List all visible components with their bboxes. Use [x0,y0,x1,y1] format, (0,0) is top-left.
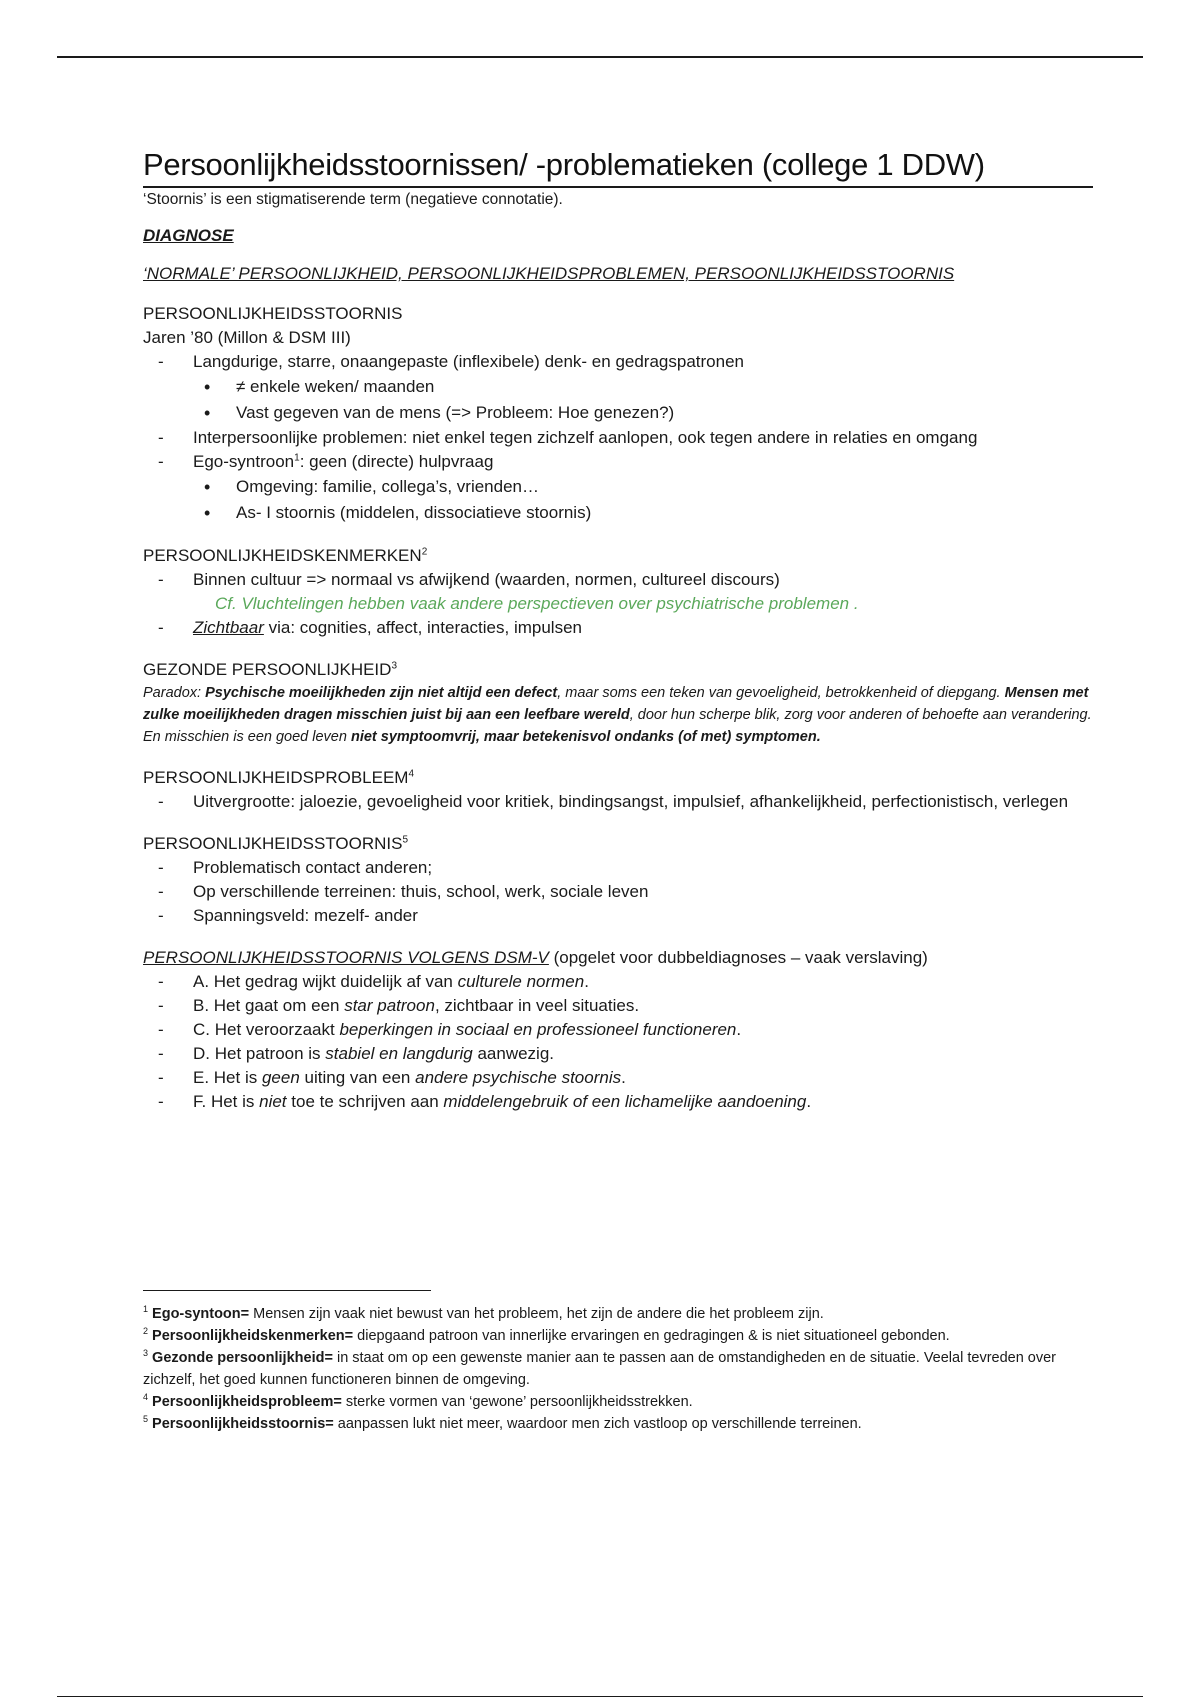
list-item-text: Binnen cultuur => normaal vs afwijkend (waarden, normen, cultureel discours) [193,570,780,589]
footnote-2 [143,1325,1093,1347]
section-stoornis2-title [143,832,1093,856]
list-item-text: via: cognities, affect, interacties, impulsen [263,618,582,637]
list-item [193,1066,1093,1090]
list-item [193,970,1093,994]
footnote-number: 5 [143,1414,149,1425]
list-item-text: D. Het patroon is [193,1044,326,1063]
footnote-term: Persoonlijkheidskenmerken= [152,1328,354,1344]
list-item-text: toe te schrijven aan [286,1092,444,1111]
section-title-text: PERSOONLIJKHEIDSKENMERKEN [143,546,422,565]
footnote-ref: 4 [408,768,415,780]
list-item-text: : geen (directe) hulpvraag [299,452,494,471]
section-probleem-title [143,766,1093,790]
section-kenmerken-title [143,544,1093,568]
green-note: Cf. Vluchtelingen hebben vaak andere perspectieven over psychiatrische problemen . [215,594,859,613]
section-stoornis2-list [143,856,1093,928]
section-dsm-title [143,946,1093,970]
section-kenmerken-list [143,568,1093,640]
list-item-text: . [736,1020,742,1039]
footnote-text: in staat om op een gewenste manier aan te passen aan de omstandigheden en de situatie. Veelal tevreden over zichzelf, het goed kunnen functioneren binnen de omgeving. [143,1350,1057,1388]
list-item-emphasis: middelengebruik of een lichamelijke aandoening [443,1092,807,1111]
section-title-text: PERSOONLIJKHEIDSSTOORNIS VOLGENS DSM-V [143,948,549,967]
list-item-text: A. Het gedrag wijkt duidelijk af van [193,972,458,991]
footnote-number: 3 [143,1348,149,1359]
normale-heading: ‘NORMALE’ PERSOONLIJKHEID, PERSOONLIJKHEIDSPROBLEMEN, PERSOONLIJKHEIDSSTOORNIS [143,264,955,283]
top-rule [57,56,1143,58]
list-item [193,1042,1093,1066]
section-stoornis-list [143,350,1093,526]
list-item: - Uitvergrootte: jaloezie, gevoeligheid voor kritiek, bindingsangst, impulsief, afhankelijkheid, perfectionistisch, verlegen [193,790,1093,814]
footnote-text: aanpassen lukt niet meer, waardoor men zich vastloop op verschillende terreinen. [333,1416,862,1432]
sub-list-item: • ≠ enkele weken/ maanden [236,374,1093,400]
list-item-text: E. Het is [193,1068,262,1087]
list-item-emphasis: beperkingen in sociaal en professioneel functioneren [339,1020,737,1039]
list-item-emphasis: star patroon [344,996,435,1015]
footnotes [143,1290,1093,1435]
list-item-text: B. Het gaat om een [193,996,345,1015]
para-bold: niet symptoomvrij, maar betekenisvol ondanks (of met) symptomen. [350,729,821,745]
list-item [193,450,1093,526]
section-stoornis-subtitle: Jaren ’80 (Millon & DSM III) [143,328,351,347]
paradox-paragraph [143,682,1093,748]
list-item-text: uiting van een [299,1068,416,1087]
sub-list-item: • Omgeving: familie, collega’s, vrienden… [236,474,1093,500]
footnote-ref: 3 [391,660,397,672]
footnote-number: 2 [143,1326,149,1337]
footnote-number: 4 [143,1392,149,1403]
footnote-term: Ego-syntoon= [152,1306,250,1322]
sub-list [193,374,1093,426]
list-item: - Spanningsveld: mezelf- ander [193,904,1093,928]
bottom-rule [57,1696,1143,1697]
list-item-text: , zichtbaar in veel situaties. [434,996,640,1015]
intro-text: ‘Stoornis’ is een stigmatiserende term (negatieve connotatie). [143,191,563,208]
list-item [193,568,1093,616]
sub-list [193,474,1093,526]
list-item-text: . [806,1092,812,1111]
list-item [193,616,1093,640]
list-item-text: . [584,972,589,991]
list-item [193,994,1093,1018]
para-bold: Psychische moeilijkheden zijn niet altijd een defect [205,685,558,701]
document-title: Persoonlijkheidsstoornissen/ -problematieken (college 1 DDW) [143,146,1093,188]
footnote-1 [143,1303,1093,1325]
list-item-text: Langdurige, starre, onaangepaste (inflexibele) denk- en gedragspatronen [193,352,744,371]
document-body [143,146,1093,1114]
section-title-text: PERSOONLIJKHEIDSPROBLEEM [143,768,409,787]
list-item [193,1018,1093,1042]
para-text: Paradox: [143,685,206,701]
section-probleem-list [143,790,1093,814]
section-title-text: PERSOONLIJKHEIDSSTOORNIS [143,834,403,853]
footnote-term: Persoonlijkheidsstoornis= [152,1416,334,1432]
list-item-text: aanwezig. [472,1044,555,1063]
list-item: - Interpersoonlijke problemen: niet enkel tegen zichzelf aanlopen, ook tegen andere in relaties en omgang [193,426,1093,450]
list-item-text: C. Het veroorzaakt [193,1020,340,1039]
section-title-note: (opgelet voor dubbeldiagnoses – vaak verslaving) [548,948,928,967]
footnote-term: Persoonlijkheidsprobleem= [152,1394,342,1410]
list-item-emphasis: niet [259,1092,287,1111]
list-item-text: F. Het is [193,1092,260,1111]
footnote-text: sterke vormen van ‘gewone’ persoonlijkheidsstrekken. [341,1394,693,1410]
section-title-text: GEZONDE PERSOONLIJKHEID [143,660,392,679]
footnote-4 [143,1391,1093,1413]
footnote-ref: 1 [294,452,300,464]
footnote-3 [143,1347,1093,1391]
sub-list-item: • Vast gegeven van de mens (=> Probleem: Hoe genezen?) [236,400,1093,426]
list-item-emphasis: culturele normen [457,972,585,991]
list-item [193,350,1093,426]
list-item: - Op verschillende terreinen: thuis, school, werk, sociale leven [193,880,1093,904]
section-dsm-list [143,970,1093,1114]
list-item-emphasis: andere psychische stoornis [415,1068,622,1087]
para-text: , door hun scherpe blik, zorg voor anderen of behoefte aan verandering. En misschien is een goed leven [143,707,1092,745]
list-item [193,1090,1093,1114]
footnote-term: Gezonde persoonlijkheid= [152,1350,333,1366]
list-item-emphasis: stabiel en langdurig [325,1044,473,1063]
sub-list-item: • As- I stoornis (middelen, dissociatieve stoornis) [236,500,1093,526]
list-item-emphasis: Zichtbaar [193,618,264,637]
para-text: , maar soms een teken van gevoeligheid, betrokkenheid of diepgang. [557,685,1005,701]
list-item: - Problematisch contact anderen; [193,856,1093,880]
list-item-text: . [621,1068,626,1087]
para-bold: Mensen met zulke moeilijkheden dragen misschien juist bij aan een leefbare wereld [143,685,1089,723]
diagnose-heading: DIAGNOSE [143,226,234,245]
footnote-5 [143,1413,1093,1435]
section-gezonde-title [143,658,1093,682]
list-item-text: Ego-syntroon [193,452,295,471]
footnote-text: Mensen zijn vaak niet bewust van het probleem, het zijn de andere die het probleem zijn. [249,1306,824,1322]
footnote-ref: 2 [421,546,428,558]
footnote-separator [143,1290,431,1291]
list-item-emphasis: geen [261,1068,300,1087]
section-stoornis-title: PERSOONLIJKHEIDSSTOORNIS [143,304,403,323]
footnote-number: 1 [143,1304,149,1315]
footnote-text: diepgaand patroon van innerlijke ervaringen en gedragingen & is niet situationeel gebonden. [353,1328,950,1344]
footnote-ref: 5 [402,834,409,846]
